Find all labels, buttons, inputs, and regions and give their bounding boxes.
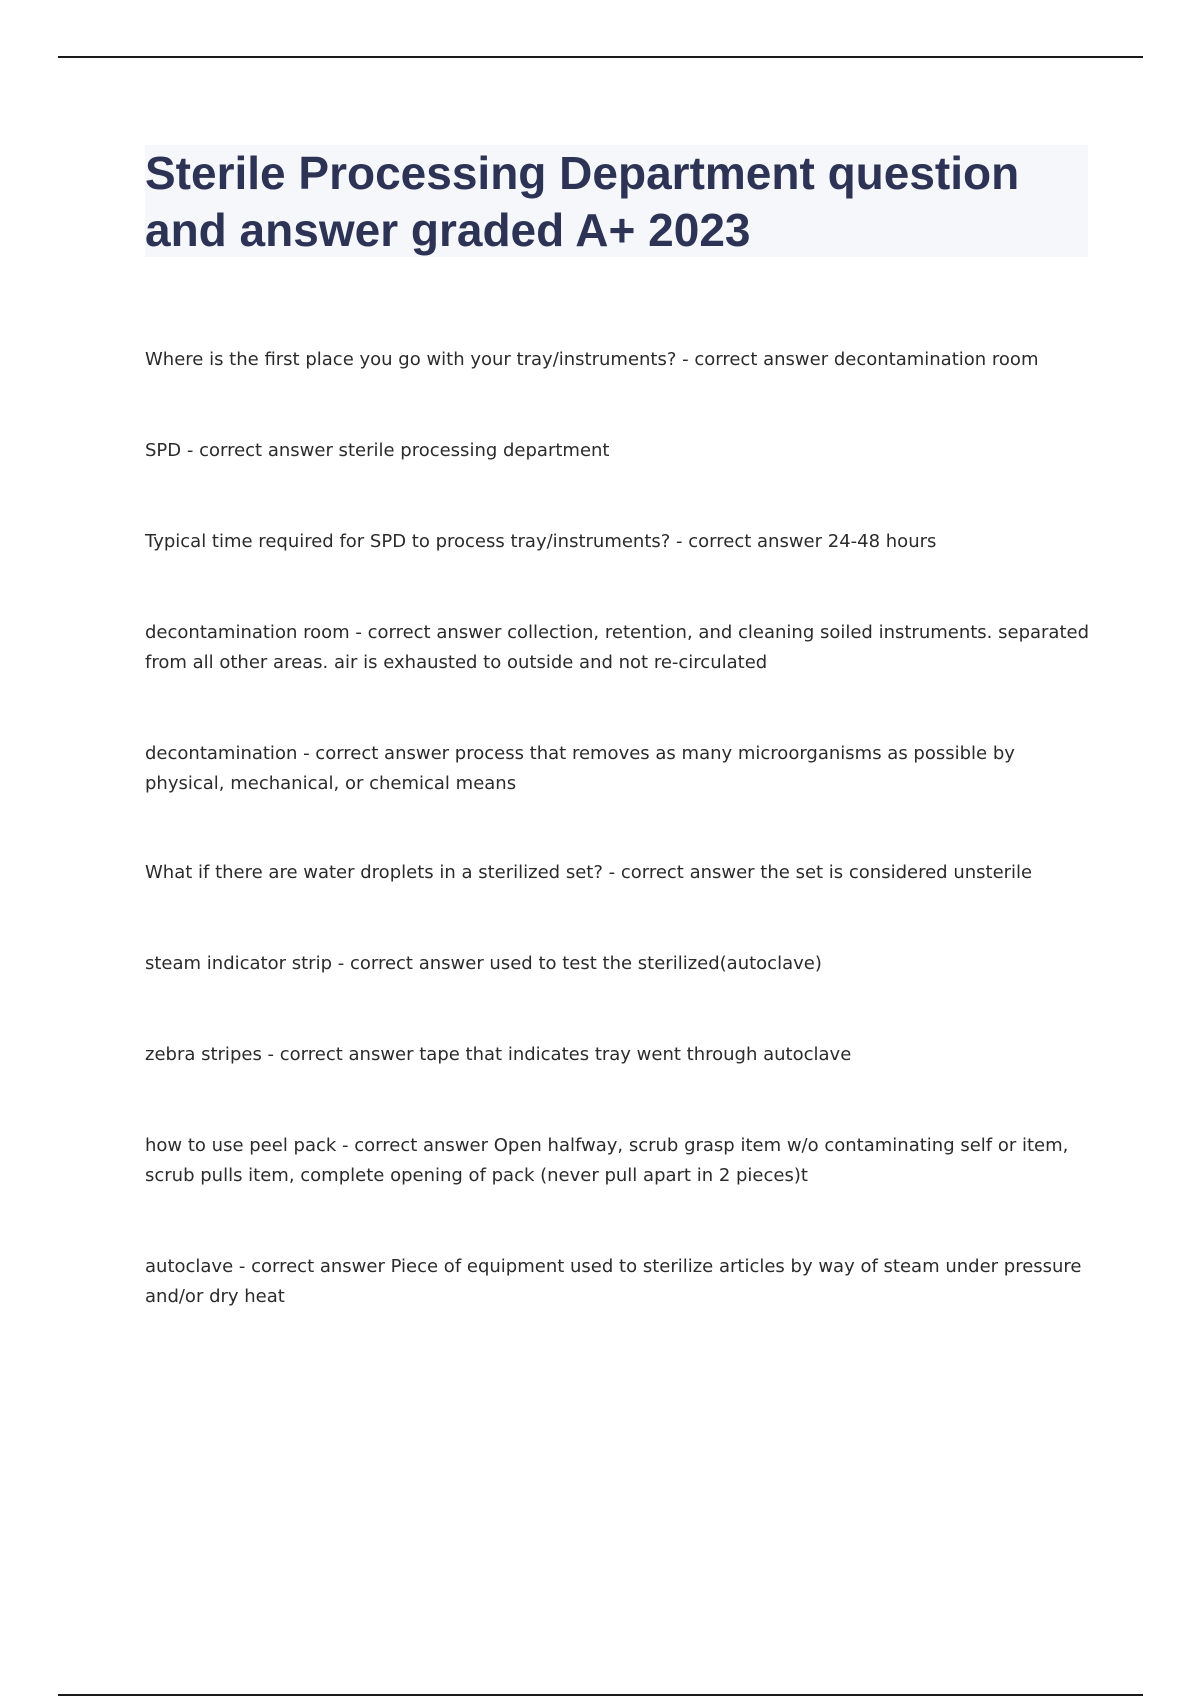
qa-entry-2: SPD - correct answer sterile processing department [145,440,610,461]
footer-rule [58,1694,1143,1696]
title-block [145,145,1088,257]
qa-entry-7: steam indicator strip - correct answer used to test the sterilized(autoclave) [145,953,822,974]
qa-entry-3: Typical time required for SPD to process tray/instruments? - correct answer 24-48 hours [145,531,937,552]
header-rule [58,56,1143,58]
qa-entry-9: how to use peel pack - correct answer Open halfway, scrub grasp item w/o contaminating self or item, scrub pulls item, complete opening of pack (never pull apart in 2 pieces)t [145,1135,1069,1186]
document-title: Sterile Processing Department question and answer graded A+ 2023 [145,147,1020,256]
qa-entry-6: What if there are water droplets in a sterilized set? - correct answer the set is considered unsterile [145,862,1033,883]
qa-entry-8: zebra stripes - correct answer tape that indicates tray went through autoclave [145,1044,852,1065]
qa-entry-4: decontamination room - correct answer collection, retention, and cleaning soiled instruments. separated from all other areas. air is exhausted to outside and not re-circulated [145,622,1090,673]
qa-entry-1: Where is the first place you go with your tray/instruments? - correct answer decontamination room [145,349,1039,370]
qa-entry-10: autoclave - correct answer Piece of equipment used to sterilize articles by way of steam under pressure and/or dry heat [145,1256,1082,1307]
qa-entry-5: decontamination - correct answer process that removes as many microorganisms as possible by physical, mechanical, or chemical means [145,743,1015,794]
